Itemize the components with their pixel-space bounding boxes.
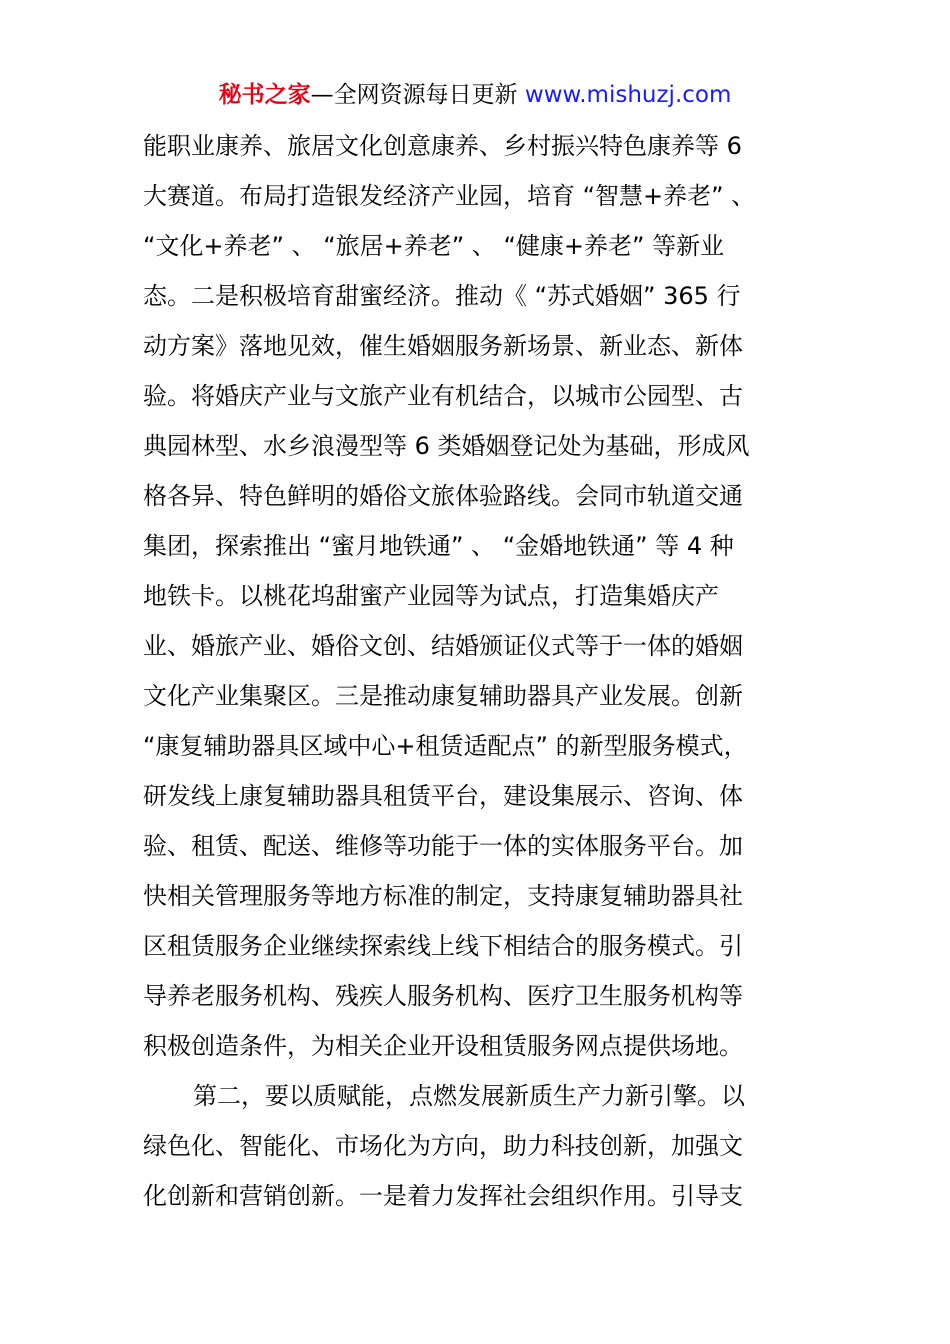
- text-line: 快相关管理服务等地方标准的制定，支持康复辅助器具社: [143, 882, 743, 910]
- text-line: 文化产业集聚区。三是推动康复辅助器具产业发展。创新: [143, 682, 743, 710]
- text-line: “文化+养老” 、 “旅居+养老” 、 “健康+养老” 等新业: [143, 232, 725, 260]
- document-body: [143, 121, 813, 1221]
- text-line: 区租赁服务企业继续探索线上线下相结合的服务模式。引: [143, 932, 743, 960]
- text-line: “康复辅助器具区域中心+租赁适配点” 的新型服务模式，: [143, 732, 748, 760]
- text-line: 绿色化、智能化、市场化为方向，助力科技创新，加强文: [143, 1132, 743, 1160]
- brand-name: 秘书之家: [218, 82, 311, 108]
- text-line: 格各异、特色鲜明的婚俗文旅体验路线。会同市轨道交通: [143, 482, 743, 510]
- text-line: 导养老服务机构、残疾人服务机构、医疗卫生服务机构等: [143, 982, 743, 1010]
- text-line: 集团，探索推出 “蜜月地铁通” 、 “金婚地铁通” 等 4 种: [143, 532, 734, 560]
- text-line: 业、婚旅产业、婚俗文创、结婚颁证仪式等于一体的婚姻: [143, 632, 743, 660]
- text-line: 研发线上康复辅助器具租赁平台，建设集展示、咨询、体: [143, 782, 743, 810]
- text-line: 化创新和营销创新。一是着力发挥社会组织作用。引导支: [143, 1182, 743, 1210]
- text-line: 大赛道。布局打造银发经济产业园，培育 “智慧+养老” 、: [143, 182, 756, 210]
- page-header: [0, 78, 950, 112]
- header-tagline: —全网资源每日更新: [310, 82, 525, 108]
- text-line: 态。二是积极培育甜蜜经济。推动《 “苏式婚姻” 365 行: [143, 282, 741, 310]
- text-line: 地铁卡。以桃花坞甜蜜产业园等为试点，打造集婚庆产: [143, 582, 719, 610]
- text-line: 能职业康养、旅居文化创意康养、乡村振兴特色康养等 6: [143, 132, 742, 160]
- text-line: 积极创造条件，为相关企业开设租赁服务网点提供场地。: [143, 1032, 743, 1060]
- text-line: 第二，要以质赋能，点燃发展新质生产力新引擎。以: [193, 1082, 745, 1110]
- text-line: 验。将婚庆产业与文旅产业有机结合，以城市公园型、古: [143, 382, 743, 410]
- site-url-link[interactable]: www.mishuzj.com: [524, 82, 732, 108]
- paragraph-1: [143, 121, 813, 1071]
- text-line: 动方案》落地见效，催生婚姻服务新场景、新业态、新体: [143, 332, 743, 360]
- text-line: 验、租赁、配送、维修等功能于一体的实体服务平台。加: [143, 832, 743, 860]
- text-line: 典园林型、水乡浪漫型等 6 类婚姻登记处为基础，形成风: [143, 432, 750, 460]
- paragraph-2: [143, 1071, 813, 1221]
